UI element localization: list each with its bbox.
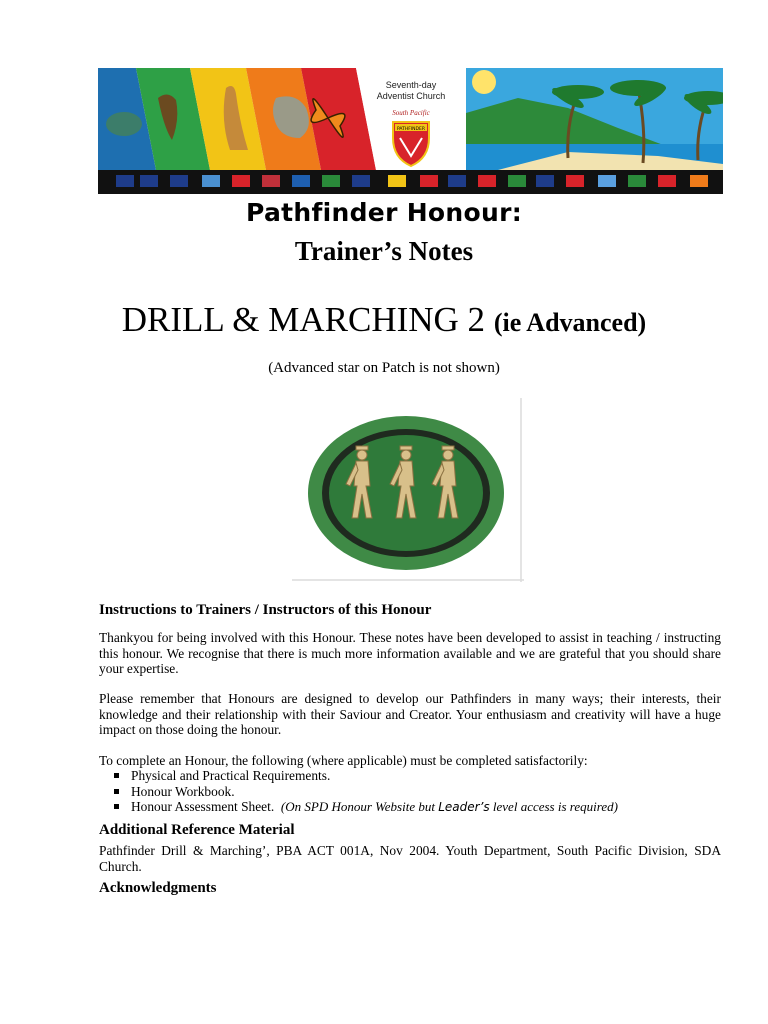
- org-line1: Seventh-day: [385, 80, 437, 90]
- honour-heading-main: DRILL & MARCHING 2: [121, 300, 486, 339]
- completion-paragraph: To complete an Honour, the following (where applicable) must be completed satisfactorily:: [99, 753, 588, 768]
- region-script: South Pacific: [392, 109, 430, 117]
- reference-heading: Additional Reference Material: [99, 822, 295, 838]
- list-item: Honour Assessment Sheet. (On SPD Honour Website but Leader’s level access is required): [112, 799, 618, 816]
- instructions-heading: Instructions to Trainers / Instructors of this Honour: [99, 602, 432, 618]
- patch-caption: (Advanced star on Patch is not shown): [268, 360, 500, 376]
- org-line2: Adventist Church: [376, 91, 446, 101]
- logo-text: PATHFINDER: [396, 127, 426, 132]
- honour-heading-suffix: (ie Advanced): [493, 308, 647, 337]
- honour-heading: [0, 300, 768, 340]
- requirements-list: [112, 768, 618, 816]
- intro-paragraph: Thankyou for being involved with this Honour. These notes have been developed to assist in teaching / instructing this honour. We recognise that there is much more information available and we are grateful that you should share your expertise.: [99, 630, 721, 676]
- list-item: Honour Workbook.: [112, 784, 618, 800]
- header-banner: [98, 68, 723, 194]
- purpose-paragraph: Please remember that Honours are designed to develop our Pathfinders in many ways; their interests, their knowledge and their relationship with their Saviour and Creator. Your enthusiasm and creativity will have a huge impact on those doing the honour.: [99, 691, 721, 737]
- acknowledgments-heading: Acknowledgments: [99, 880, 217, 896]
- access-note: (On SPD Honour Website but Leader’s level access is required): [280, 799, 618, 814]
- turtle-icon: [106, 112, 142, 136]
- sun: [472, 70, 496, 94]
- honour-patch-image: [292, 398, 524, 582]
- page-title-line1: Pathfinder Honour:: [246, 198, 522, 227]
- list-item: Physical and Practical Requirements.: [112, 768, 618, 784]
- reference-text: Pathfinder Drill & Marching’, PBA ACT 001A, Nov 2004. Youth Department, South Pacific Division, SDA Church.: [99, 843, 721, 874]
- page-title-line2: Trainer’s Notes: [294, 236, 474, 266]
